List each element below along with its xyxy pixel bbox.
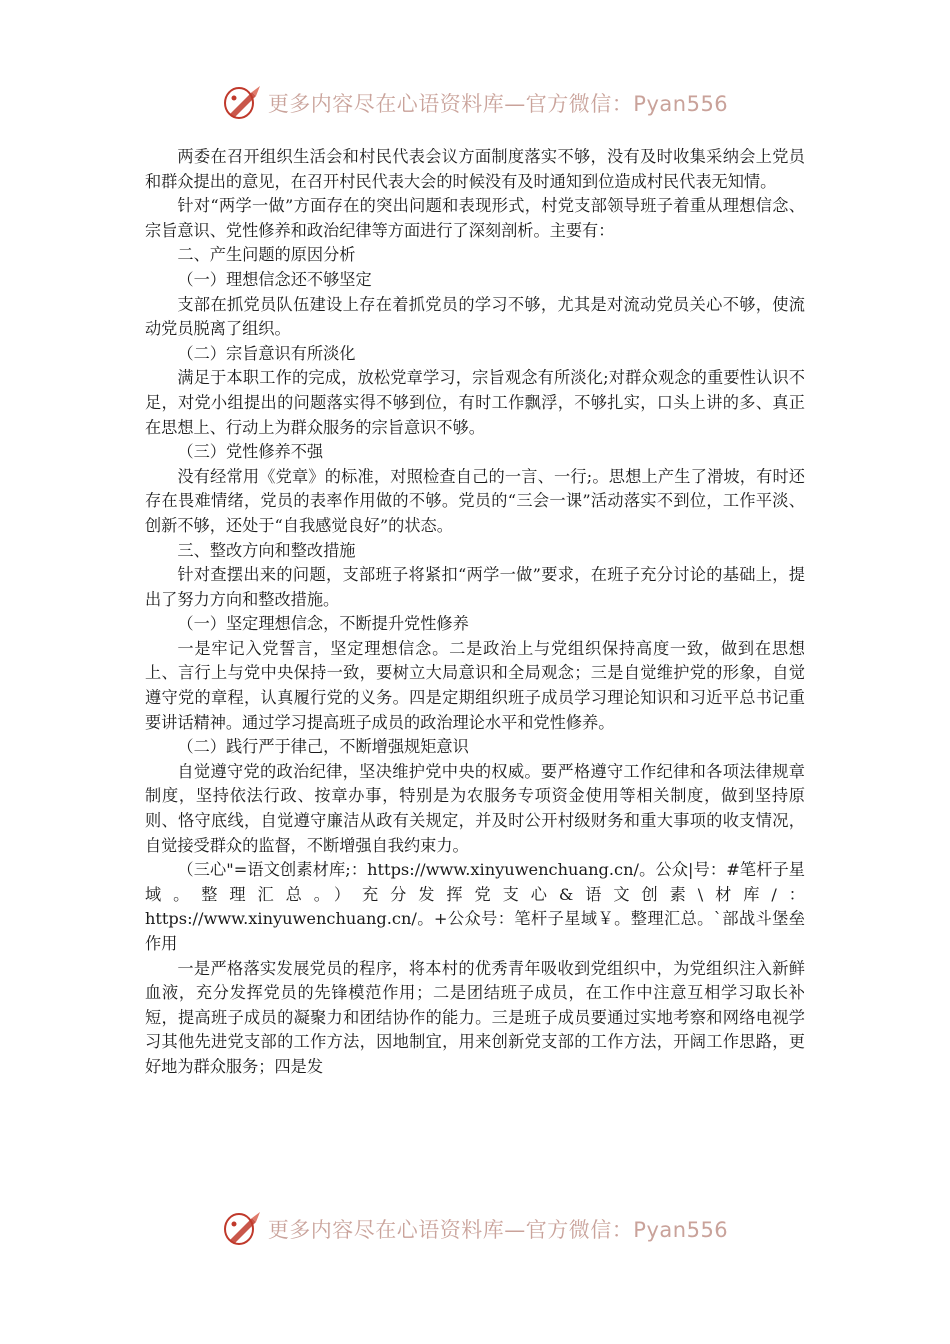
paragraph: 自觉遵守党的政治纪律，坚决维护党中央的权威。要严格遵守工作纪律和各项法律规章制度，坚持依法行政、按章办事，特别是为农服务专项资金使用等相关制度，做到坚持原则、恪守底线，自觉遵守廉洁从政有关规定，并及时公开村级财务和重大事项的收支情况，自觉接受群众的监督，不断增强自我约束力。 <box>145 761 805 855</box>
subsection-heading: （二）宗旨意识有所淡化 <box>177 343 356 363</box>
document-body <box>145 145 805 1080</box>
pen-logo-icon <box>222 1210 264 1248</box>
paragraph: 满足于本职工作的完成，放松党章学习，宗旨观念有所淡化;对群众观念的重要性认识不足，对党小组提出的问题落实得不够到位，有时工作飘浮，不够扎实，口头上讲的多、真正在思想上、行动上为群众服务的宗旨意识不够。 <box>145 368 805 437</box>
subsection-heading: （三）党性修养不强 <box>177 442 324 462</box>
subsection-heading: （一）理想信念还不够坚定 <box>177 269 372 289</box>
pen-logo-icon <box>222 84 264 122</box>
paragraph: 支部在抓党员队伍建设上存在着抓党员的学习不够，尤其是对流动党员关心不够，使流动党员脱离了组织。 <box>145 294 805 339</box>
paragraph: 两委在召开组织生活会和村民代表会议方面制度落实不够，没有及时收集采纳会上党员和群众提出的意见，在召开村民代表大会的时候没有及时通知到位造成村民代表无知情。 <box>145 147 805 191</box>
section-heading: 三、整改方向和整改措施 <box>177 540 356 560</box>
paragraph: 一是牢记入党誓言，坚定理想信念。二是政治上与党组织保持高度一致，做到在思想上、言行上与党中央保持一致，要树立大局意识和全局观念；三是自觉维护党的形象，自觉遵守党的章程，认真履行党的义务。四是定期组织班子成员学习理论知识和习近平总书记重要讲话精神。通过学习提高班子成员的政治理论水平和党性修养。 <box>145 638 805 732</box>
banner-text: 更多内容尽在心语资料库—官方微信：Pyan556 <box>267 92 729 116</box>
paragraph: 针对“两学一做”方面存在的突出问题和表现形式，村党支部领导班子着重从理想信念、宗旨意识、党性修养和政治纪律等方面进行了深刻剖析。主要有： <box>145 196 805 240</box>
header-banner <box>0 83 950 123</box>
paragraph: 针对查摆出来的问题，支部班子将紧扣“两学一做”要求，在班子充分讨论的基础上，提出了努力方向和整改措施。 <box>145 565 805 609</box>
paragraph: 没有经常用《党章》的标准，对照检查自己的一言、一行;。思想上产生了滑坡，有时还存在畏难情绪，党员的表率作用做的不够。党员的“三会一课”活动落实不到位，工作平淡、创新不够，还处于“自我感觉良好”的状态。 <box>145 466 805 535</box>
subsection-heading: （二）践行严于律己，不断增强规矩意识 <box>177 737 469 757</box>
section-heading: 二、产生问题的原因分析 <box>177 245 356 265</box>
banner-text: 更多内容尽在心语资料库—官方微信：Pyan556 <box>267 1218 729 1242</box>
footer-banner <box>0 1209 950 1249</box>
subsection-heading: （一）坚定理想信念，不断提升党性修养 <box>177 614 469 634</box>
subsection-heading: （三心"=语文创素材库;：https://www.xinyuwenchuang.cn/。公众|号：#笔杆子星域。整理汇总。）充分发挥党支心&语文创素\材库/：https://www.xinyuwenchuang.cn/。+公众号：笔杆子星域￥。整理汇总。`部战斗堡垒作用 <box>145 860 805 953</box>
paragraph: 一是严格落实发展党员的程序，将本村的优秀青年吸收到党组织中，为党组织注入新鲜血液，充分发挥党员的先锋模范作用；二是团结班子成员，在工作中注意互相学习取长补短，提高班子成员的凝聚力和团结协作的能力。三是班子成员要通过实地考察和网络电视学习其他先进党支部的工作方法，因地制宜，用来创新党支部的工作方法，开阔工作思路，更好地为群众服务；四是发 <box>145 958 805 1076</box>
